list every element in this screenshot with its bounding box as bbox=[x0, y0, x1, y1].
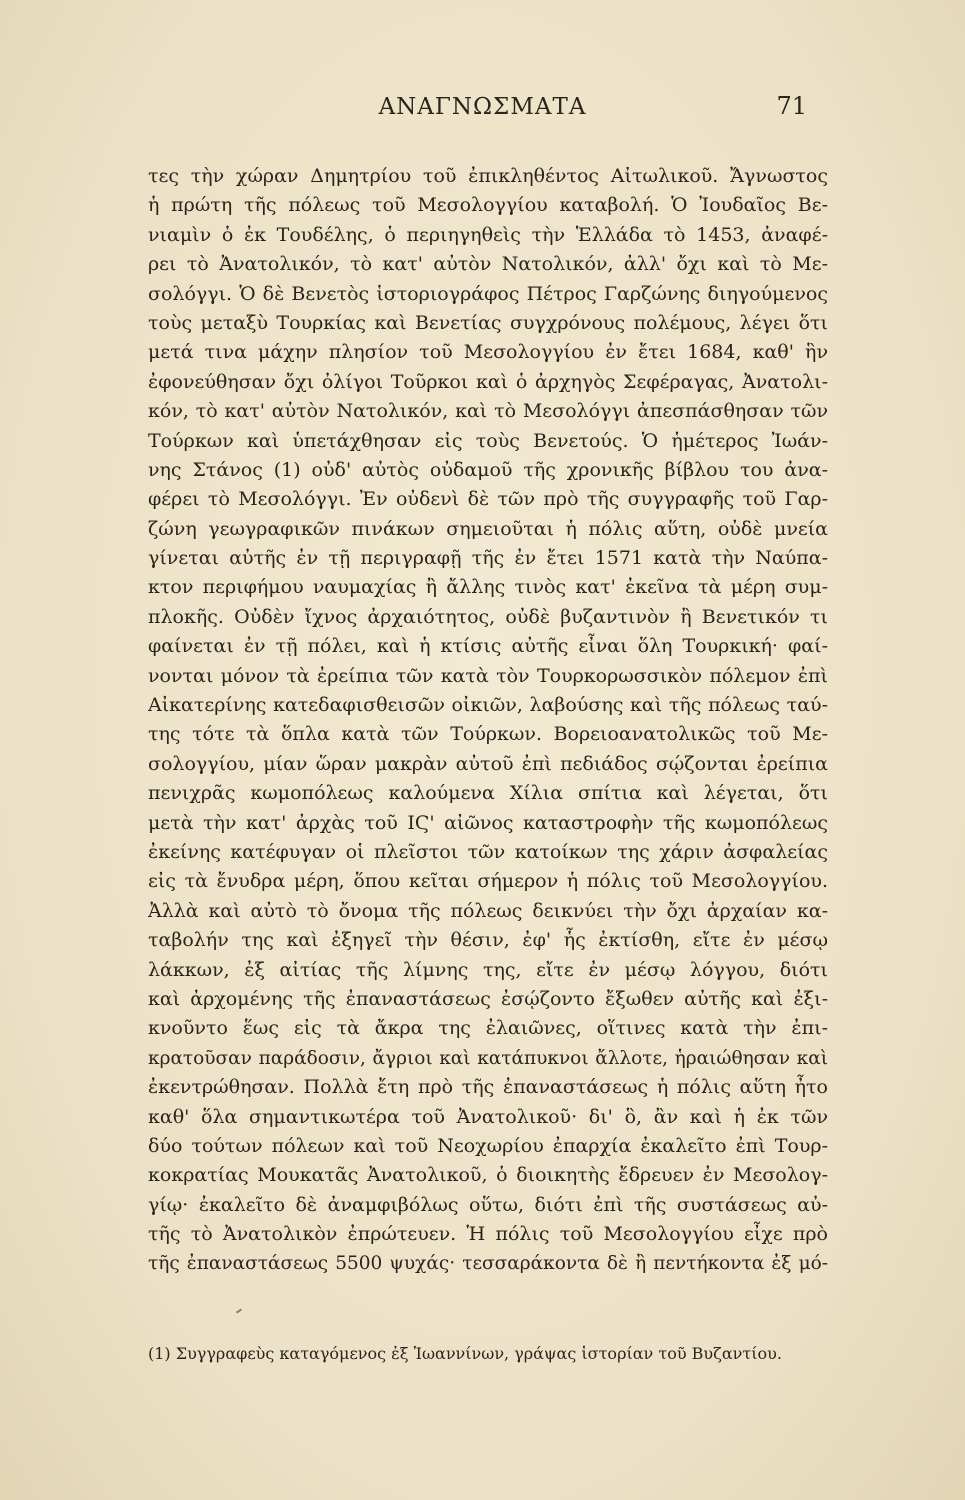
text-line: νονται μόνον τὰ ἐρείπια τῶν κατὰ τὸν Τουρκορωσσικὸν πόλεμον ἐπὶ bbox=[148, 664, 828, 687]
text-line: σολογγίου, μίαν ὥραν μακρὰν αὐτοῦ ἐπὶ πεδιάδος σῴζονται ἐρείπια bbox=[148, 752, 828, 775]
text-line: ἐφονεύθησαν ὄχι ὀλίγοι Τοῦρκοι καὶ ὁ ἀρχηγὸς Σεφέραγας, Ἀνατολι- bbox=[148, 370, 828, 393]
text-line: ἡ πρώτη τῆς πόλεως τοῦ Μεσολογγίου καταβολή. Ὁ Ἰουδαῖος Βε- bbox=[148, 194, 828, 217]
text-line: λάκκων, ἐξ αἰτίας τῆς λίμνης της, εἴτε ἐν μέσῳ λόγγου, διότι bbox=[148, 958, 828, 981]
text-line: ἐκεντρώθησαν. Πολλὰ ἔτη πρὸ τῆς ἐπαναστάσεως ἡ πόλις αὕτη ἦτο bbox=[148, 1076, 828, 1099]
text-line: της τότε τὰ ὅπλα κατὰ τῶν Τούρκων. Βορειοανατολικῶς τοῦ Με- bbox=[148, 723, 828, 746]
text-line: νης Στάνος (1) οὐδ' αὐτὸς οὐδαμοῦ τῆς χρονικῆς βίβλου του ἀνα- bbox=[148, 458, 828, 481]
running-head bbox=[0, 92, 965, 132]
footnote: (1) Συγγραφεὺς καταγόμενος ἐξ Ἰωαννίνων, γράψας ἱστορίαν τοῦ Βυζαντίου. bbox=[148, 1344, 782, 1363]
text-line: γίνεται αὐτῆς ἐν τῇ περιγραφῇ τῆς ἐν ἔτει 1571 κατὰ τὴν Ναύπα- bbox=[148, 547, 828, 570]
text-line: ταβολήν της καὶ ἐξηγεῖ τὴν θέσιν, ἐφ' ἧς ἐκτίσθη, εἴτε ἐν μέσῳ bbox=[148, 929, 828, 952]
text-line: εἰς τὰ ἔνυδρα μέρη, ὅπου κεῖται σήμερον ἡ πόλις τοῦ Μεσολογγίου. bbox=[148, 870, 828, 893]
text-line: τῆς τὸ Ἀνατολικὸν ἐπρώτευεν. Ἡ πόλις τοῦ Μεσολογγίου εἶχε πρὸ bbox=[148, 1223, 828, 1246]
text-line: πλοκῆς. Οὐδὲν ἴχνος ἀρχαιότητος, οὐδὲ βυζαντινὸν ἢ Βενετικόν τι bbox=[148, 605, 828, 628]
text-line: μετά τινα μάχην πλησίον τοῦ Μεσολογγίου ἐν ἔτει 1684, καθ' ἣν bbox=[148, 341, 828, 364]
text-line: κοκρατίας Μουκατᾶς Ἀνατολικοῦ, ὁ διοικητὴς ἔδρευεν ἐν Μεσολογ- bbox=[148, 1164, 828, 1187]
text-line: κνοῦντο ἕως εἰς τὰ ἄκρα της ἐλαιῶνες, οἵτινες κατὰ τὴν ἐπι- bbox=[148, 1017, 828, 1040]
ink-mark bbox=[236, 1308, 242, 1313]
text-line: φέρει τὸ Μεσολόγγι. Ἐν οὐδενὶ δὲ τῶν πρὸ τῆς συγγραφῆς τοῦ Γαρ- bbox=[148, 488, 828, 511]
text-line: ρει τὸ Ἀνατολικόν, τὸ κατ' αὐτὸν Νατολικόν, ἀλλ' ὄχι καὶ τὸ Με- bbox=[148, 253, 828, 276]
text-line: Τούρκων καὶ ὑπετάχθησαν εἰς τοὺς Βενετούς. Ὁ ἡμέτερος Ἰωάν- bbox=[148, 429, 828, 452]
text-line: κόν, τὸ κατ' αὐτὸν Νατολικόν, καὶ τὸ Μεσολόγγι ἀπεσπάσθησαν τῶν bbox=[148, 400, 828, 423]
text-line: κτον περιφήμου ναυμαχίας ἢ ἄλλης τινὸς κατ' ἐκεῖνα τὰ μέρη συμ- bbox=[148, 576, 828, 599]
text-line: τῆς ἐπαναστάσεως 5500 ψυχάς· τεσσαράκοντα δὲ ἢ πεντήκοντα ἐξ μό- bbox=[148, 1253, 828, 1275]
text-line: τοὺς μεταξὺ Τουρκίας καὶ Βενετίας συγχρόνους πολέμους, λέγει ὅτι bbox=[148, 311, 828, 334]
text-line: μετὰ τὴν κατ' ἀρχὰς τοῦ ΙϚ' αἰῶνος καταστροφὴν τῆς κωμοπόλεως bbox=[148, 811, 828, 834]
text-line: κρατοῦσαν παράδοσιν, ἄγριοι καὶ κατάπυκνοι ἄλλοτε, ἡραιώθησαν καὶ bbox=[148, 1047, 828, 1069]
text-line: ἐκείνης κατέφυγαν οἱ πλεῖστοι τῶν κατοίκων της χάριν ἀσφαλείας bbox=[148, 840, 828, 863]
page-number: 71 bbox=[776, 92, 807, 120]
text-line: τες τὴν χώραν Δημητρίου τοῦ ἐπικληθέντος Αἰτωλικοῦ. Ἄγνωστος bbox=[148, 165, 828, 187]
text-line: Αἰκατερίνης κατεδαφισθεισῶν οἰκιῶν, λαβούσης καὶ τῆς πόλεως ταύ- bbox=[148, 694, 828, 717]
text-line: φαίνεται ἐν τῇ πόλει, καὶ ἡ κτίσις αὐτῆς εἶναι ὅλη Τουρκική· φαί- bbox=[148, 635, 828, 658]
body-text bbox=[148, 162, 828, 1279]
text-line: δύο τούτων πόλεων καὶ τοῦ Νεοχωρίου ἐπαρχία ἐκαλεῖτο ἐπὶ Τουρ- bbox=[148, 1134, 828, 1157]
text-line: σολόγγι. Ὁ δὲ Βενετὸς ἱστοριογράφος Πέτρος Γαρζώνης διηγούμενος bbox=[148, 282, 828, 305]
text-line: γίῳ· ἐκαλεῖτο δὲ ἀναμφιβόλως οὕτω, διότι ἐπὶ τῆς συστάσεως αὐ- bbox=[148, 1193, 828, 1216]
page-title: ΑΝΑΓΝΩΣΜΑΤΑ bbox=[378, 94, 587, 120]
text-line: νιαμὶν ὁ ἐκ Τουδέλης, ὁ περιηγηθεὶς τὴν Ἑλλάδα τὸ 1453, ἀναφέ- bbox=[148, 223, 828, 246]
text-line: Ἀλλὰ καὶ αὐτὸ τὸ ὄνομα τῆς πόλεως δεικνύει τὴν ὄχι ἀρχαίαν κα- bbox=[148, 899, 828, 922]
text-line: καθ' ὅλα σημαντικωτέρα τοῦ Ἀνατολικοῦ· δι' ὃ, ἂν καὶ ἡ ἐκ τῶν bbox=[148, 1105, 828, 1128]
text-line: ζώνη γεωγραφικῶν πινάκων σημειοῦται ἡ πόλις αὕτη, οὐδὲ μνεία bbox=[148, 517, 828, 540]
text-line: πενιχρᾶς κωμοπόλεως καλούμενα Χίλια σπίτια καὶ λέγεται, ὅτι bbox=[148, 782, 828, 805]
text-line: καὶ ἀρχομένης τῆς ἐπαναστάσεως ἐσῴζοντο ἔξωθεν αὐτῆς καὶ ἐξι- bbox=[148, 987, 828, 1010]
